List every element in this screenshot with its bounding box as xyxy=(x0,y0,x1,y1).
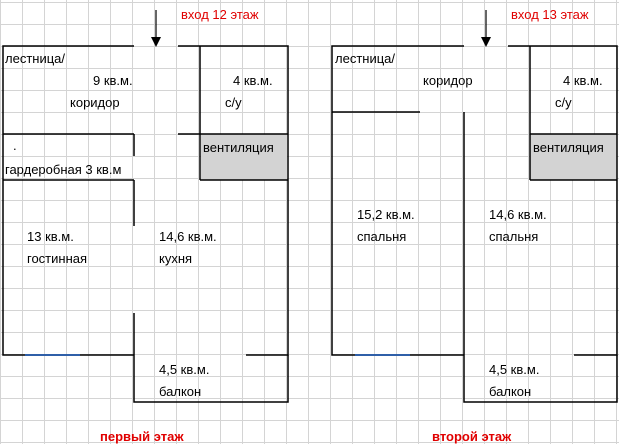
floor2-balcony-label: балкон xyxy=(489,384,532,399)
floor2-bedroom2-label: спальня xyxy=(489,229,539,244)
floor1-kitchen-label: кухня xyxy=(159,251,193,266)
floor1-entrance-arrow xyxy=(151,10,161,47)
floor1-kitchen-area: 14,6 кв.м. xyxy=(159,229,217,244)
floor2-balcony-area: 4,5 кв.м. xyxy=(489,362,540,377)
floor1-living-area: 13 кв.м. xyxy=(27,229,74,244)
floor2-bedroom2-area: 14,6 кв.м. xyxy=(489,207,547,222)
floor2-bath-label: с/у xyxy=(555,95,572,110)
floor2-entrance-arrow xyxy=(481,10,491,47)
floor2-ventilation-label: вентиляция xyxy=(533,140,604,155)
floor1-wardrobe-label: гардеробная 3 кв.м xyxy=(5,162,122,177)
floor1-entrance-label: вход 12 этаж xyxy=(181,7,259,22)
floor2-title: второй этаж xyxy=(432,429,512,444)
floor2-bedroom1-area: 15,2 кв.м. xyxy=(357,207,415,222)
floor1-title: первый этаж xyxy=(100,429,184,444)
floor2-entrance-label: вход 13 этаж xyxy=(511,7,589,22)
floor1-stairs-label: лестница/ xyxy=(5,51,65,66)
floor1-dot-mark: . xyxy=(13,138,17,153)
floor2-stairs-label: лестница/ xyxy=(335,51,395,66)
floor1-living-label: гостинная xyxy=(27,251,88,266)
floor1-bath-label: с/у xyxy=(225,95,242,110)
floor1-corridor-label: коридор xyxy=(70,95,120,110)
floor1-balcony-label: балкон xyxy=(159,384,202,399)
floor1-walls xyxy=(3,46,288,402)
floor2-corridor-label: коридор xyxy=(423,73,473,88)
floor1-balcony-area: 4,5 кв.м. xyxy=(159,362,210,377)
floor1-ventilation-label: вентиляция xyxy=(203,140,274,155)
floor1-bath-area: 4 кв.м. xyxy=(233,73,273,88)
floor2-bath-area: 4 кв.м. xyxy=(563,73,603,88)
floor1-corridor-area: 9 кв.м. xyxy=(93,73,133,88)
floor2-bedroom1-label: спальня xyxy=(357,229,407,244)
